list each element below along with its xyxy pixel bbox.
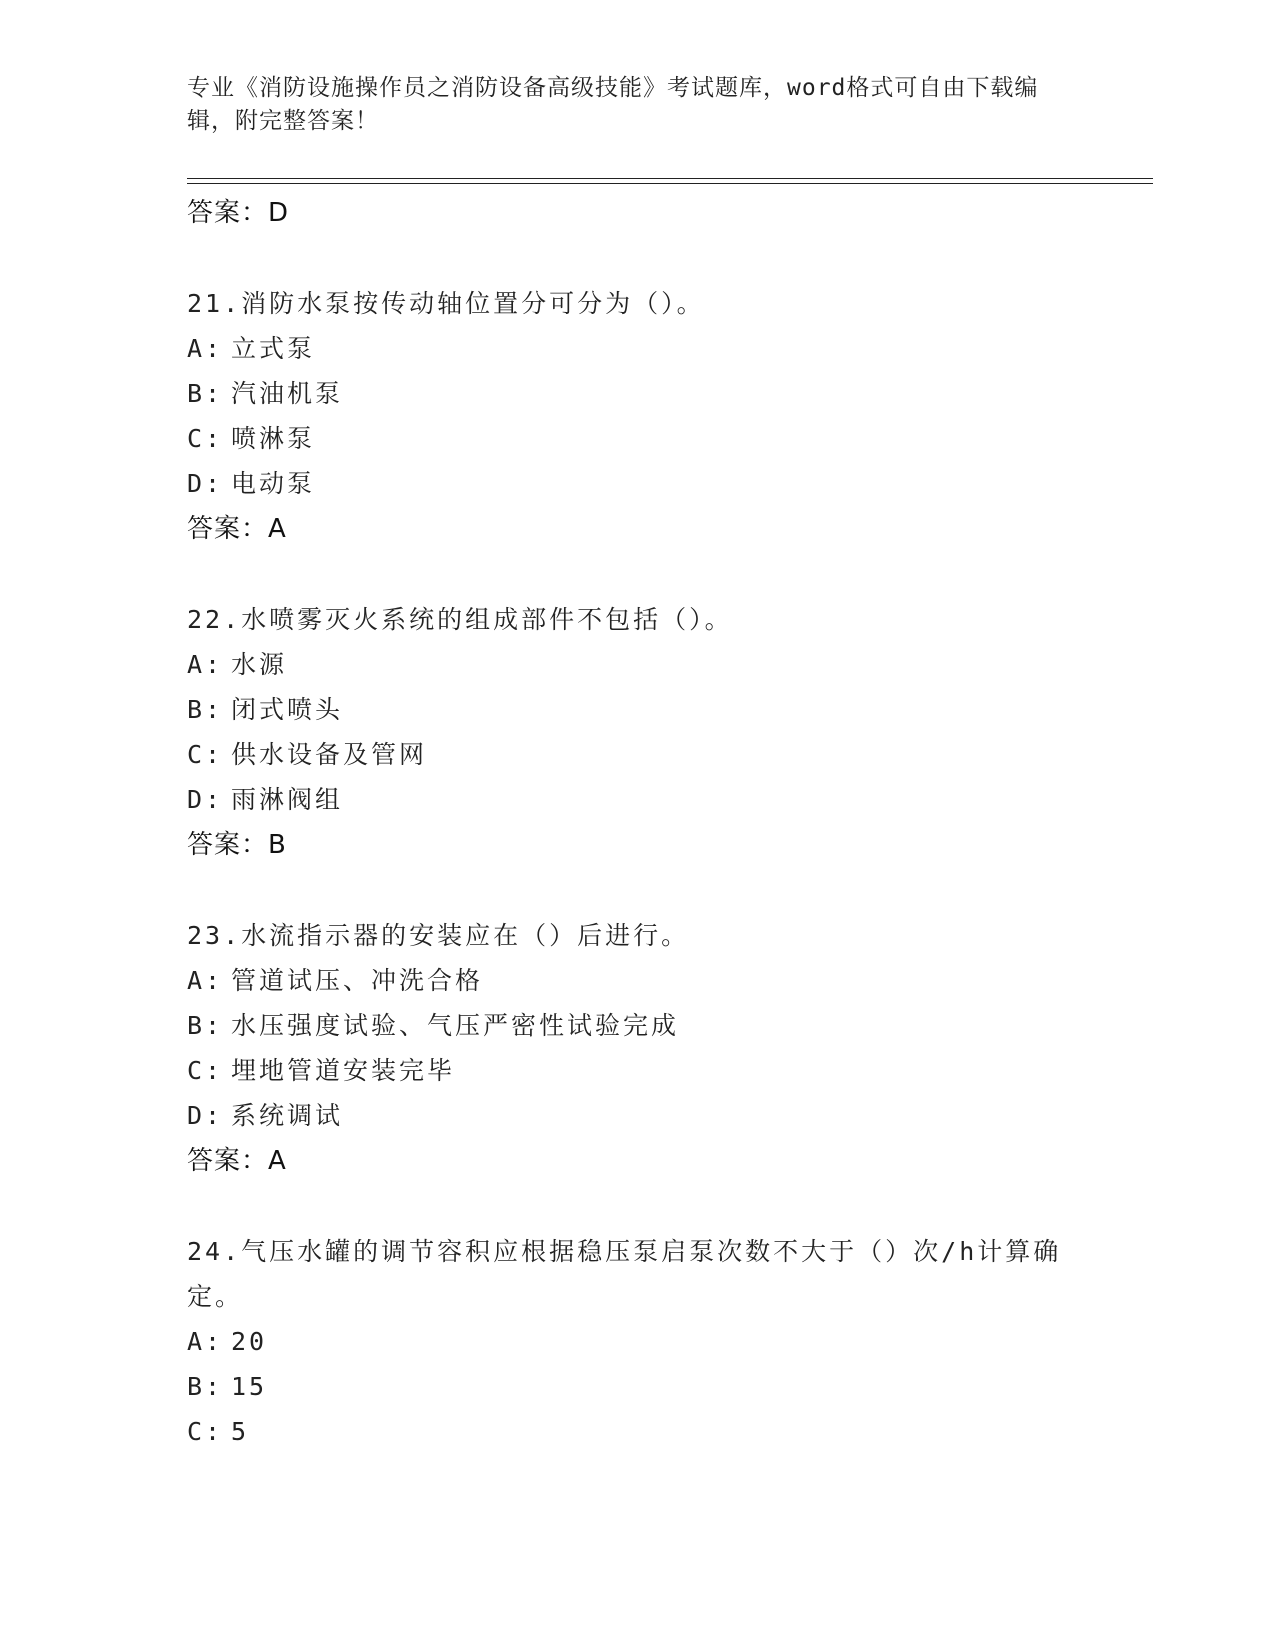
answer-line: 答案：A (187, 1146, 287, 1176)
option-a (187, 1319, 1107, 1364)
option-letter: A: (187, 334, 224, 363)
spacer (187, 1184, 1107, 1229)
option-text: 埋地管道安装完毕 (231, 1056, 456, 1085)
spacer (187, 236, 1107, 281)
option-b (187, 1003, 1107, 1048)
answer-line: 答案：B (187, 830, 287, 860)
question-text: 23.水流指示器的安装应在（）后进行。 (187, 921, 690, 950)
option-a (187, 958, 1107, 1003)
option-a (187, 326, 1107, 371)
header-rule-top (187, 178, 1153, 179)
option-text: 20 (231, 1327, 268, 1356)
option-text: 水压强度试验、气压严密性试验完成 (231, 1011, 680, 1040)
answer-line: 答案：D (187, 198, 290, 228)
option-text: 雨淋阀组 (231, 785, 344, 814)
option-letter: A: (187, 966, 224, 995)
option-a (187, 642, 1107, 687)
option-letter: D: (187, 785, 224, 814)
option-letter: C: (187, 1417, 224, 1446)
option-letter: B: (187, 695, 224, 724)
question-list (187, 190, 1107, 1454)
option-text: 闭式喷头 (231, 695, 344, 724)
option-text: 系统调试 (231, 1101, 344, 1130)
option-letter: B: (187, 1372, 224, 1401)
question-text: 22.水喷雾灭火系统的组成部件不包括（）。 (187, 605, 733, 634)
option-text: 汽油机泵 (231, 379, 344, 408)
spacer (187, 868, 1107, 913)
document-header: 专业《消防设施操作员之消防设备高级技能》考试题库，word格式可自由下载编辑，附完整答案！ (187, 75, 1039, 134)
option-text: 水源 (231, 650, 288, 679)
option-letter: B: (187, 1011, 224, 1040)
question-text: 24.气压水罐的调节容积应根据稳压泵启泵次数不大于（）次/h计算确定。 (187, 1237, 1062, 1311)
option-b (187, 1364, 1107, 1409)
option-d (187, 777, 1107, 822)
header-rule-bottom (187, 183, 1153, 184)
option-letter: C: (187, 740, 224, 769)
option-text: 电动泵 (231, 469, 316, 498)
answer-line: 答案：A (187, 514, 287, 544)
option-text: 管道试压、冲洗合格 (231, 966, 484, 995)
option-d (187, 461, 1107, 506)
question-text: 21.消防水泵按传动轴位置分可分为（）。 (187, 289, 705, 318)
option-letter: D: (187, 1101, 224, 1130)
option-text: 供水设备及管网 (231, 740, 428, 769)
option-text: 5 (231, 1417, 250, 1446)
option-text: 喷淋泵 (231, 424, 316, 453)
option-c (187, 416, 1107, 461)
option-c (187, 732, 1107, 777)
option-letter: A: (187, 650, 224, 679)
option-letter: B: (187, 379, 224, 408)
option-text: 15 (231, 1372, 268, 1401)
option-c (187, 1409, 1107, 1454)
option-letter: C: (187, 424, 224, 453)
option-letter: A: (187, 1327, 224, 1356)
option-c (187, 1048, 1107, 1093)
option-letter: C: (187, 1056, 224, 1085)
option-b (187, 687, 1107, 732)
option-d (187, 1093, 1107, 1138)
spacer (187, 552, 1107, 597)
option-b (187, 371, 1107, 416)
option-letter: D: (187, 469, 224, 498)
option-text: 立式泵 (231, 334, 316, 363)
